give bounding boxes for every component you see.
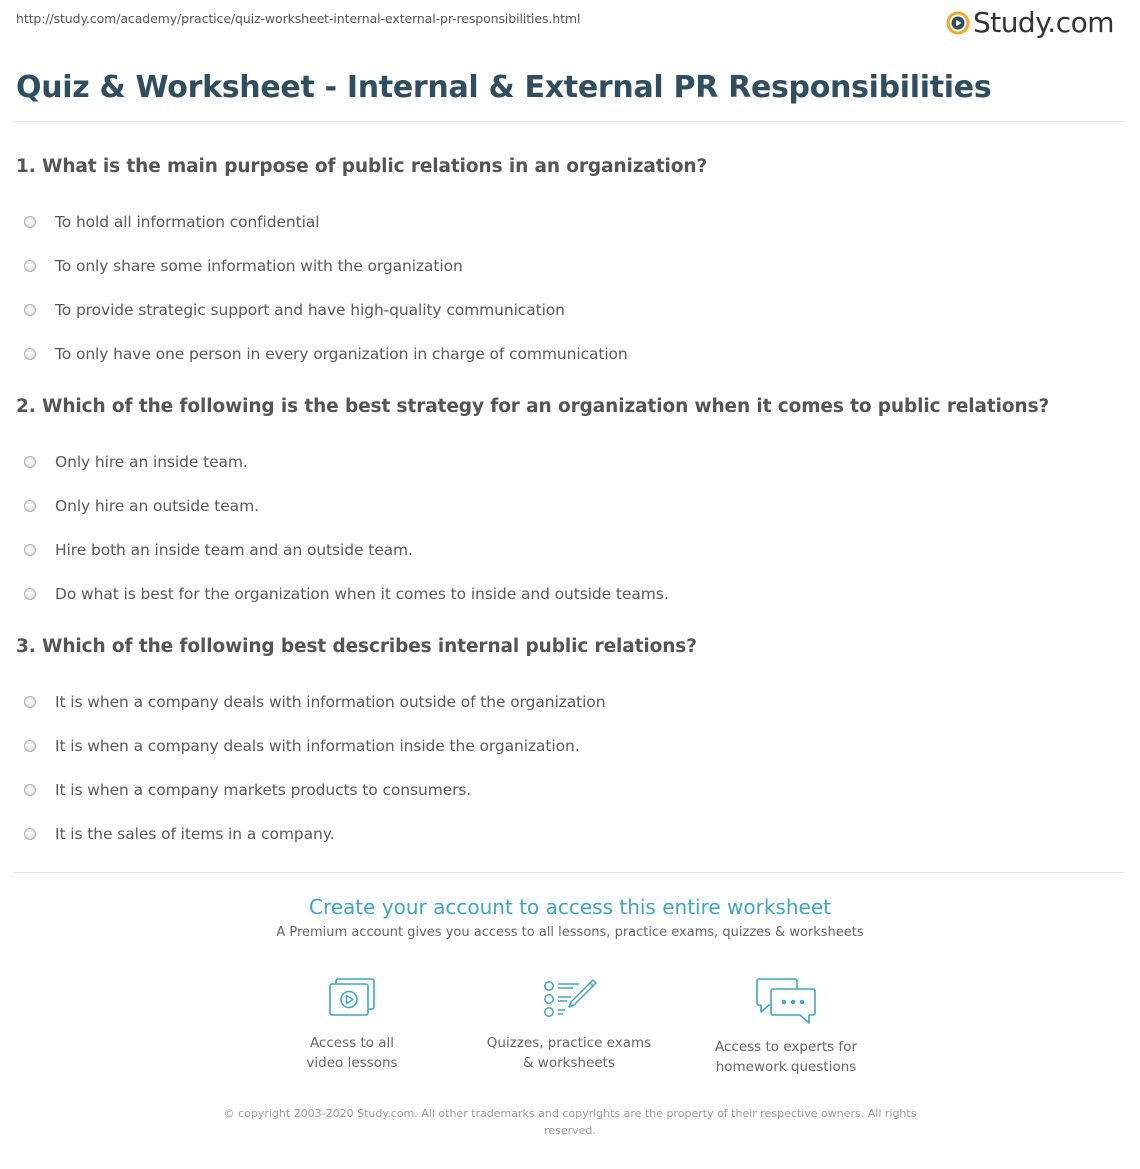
answer-choice[interactable] [16,724,1126,768]
answer-label: It is when a company deals with information inside the organization. [55,737,580,755]
answer-choice[interactable] [16,768,1126,812]
answer-choice[interactable] [16,200,1126,244]
answer-choice[interactable] [16,528,1126,572]
question-1 [16,156,1126,376]
answer-choices [16,680,1126,856]
radio-button[interactable] [24,500,36,512]
question-text: 1. What is the main purpose of public relations in an organization? [16,156,708,177]
radio-button[interactable] [24,544,36,556]
logo-text: Study.com [972,6,1114,39]
answer-label: It is the sales of items in a company. [55,825,335,843]
study-logo[interactable] [946,6,1114,40]
create-account-link[interactable]: Create your account to access this entire worksheet [309,895,831,919]
answer-choice[interactable] [16,812,1126,856]
cta-divider [14,872,1125,873]
answer-choice[interactable] [16,332,1126,376]
answer-label: Only hire an inside team. [55,453,248,471]
answer-label: To provide strategic support and have high-quality communication [55,301,565,319]
title-divider [14,121,1125,122]
question-text: 3. Which of the following best describes internal public relations? [16,636,697,657]
answer-choice[interactable] [16,484,1126,528]
radio-button[interactable] [24,696,36,708]
answer-choice[interactable] [16,572,1126,616]
question-2 [16,396,1126,616]
answer-label: It is when a company markets products to consumers. [55,781,472,799]
radio-button[interactable] [24,304,36,316]
copyright-notice: © copyright 2003-2020 Study.com. All other trademarks and copyrights are the property of their respective owners. All rights reserved. [223,1107,917,1137]
answer-choices [16,200,1126,376]
page-url: http://study.com/academy/practice/quiz-worksheet-internal-external-pr-responsibilities.html [16,11,581,26]
radio-button[interactable] [24,828,36,840]
radio-button[interactable] [24,348,36,360]
page-title: Quiz & Worksheet - Internal & External PR Responsibilities [16,70,992,105]
answer-label: Hire both an inside team and an outside team. [55,541,413,559]
premium-cta [0,895,1140,940]
radio-button[interactable] [24,216,36,228]
answer-label: Do what is best for the organization when it comes to inside and outside teams. [55,585,669,603]
question-text: 2. Which of the following is the best strategy for an organization when it comes to public relations? [16,396,1050,417]
radio-button[interactable] [24,784,36,796]
answer-choice[interactable] [16,244,1126,288]
feature-video-lessons [257,975,447,1073]
answer-choices [16,440,1126,616]
radio-button[interactable] [24,260,36,272]
feature-label: Access to all video lessons [306,1035,398,1071]
cta-subtitle: A Premium account gives you access to all lessons, practice exams, quizzes & worksheets [276,925,864,940]
answer-label: To only share some information with the organization [55,257,463,275]
chat-bubbles-icon [753,975,819,1027]
answer-choice[interactable] [16,288,1126,332]
play-logo-icon [946,11,970,35]
radio-button[interactable] [24,456,36,468]
answer-choice[interactable] [16,440,1126,484]
question-3 [16,636,1126,856]
radio-button[interactable] [24,740,36,752]
answer-label: Only hire an outside team. [55,497,259,515]
answer-label: To hold all information confidential [55,213,320,231]
quiz-checklist-icon [539,975,599,1023]
video-lessons-icon [325,975,379,1023]
feature-label: Quizzes, practice exams & worksheets [486,1035,652,1071]
answer-choice[interactable] [16,680,1126,724]
feature-quizzes [474,975,664,1073]
radio-button[interactable] [24,588,36,600]
feature-label: Access to experts for homework questions [714,1039,857,1075]
answer-label: To only have one person in every organization in charge of communication [55,345,628,363]
answer-label: It is when a company deals with information outside of the organization [55,693,606,711]
feature-experts [691,975,881,1077]
page-header [0,0,1140,44]
